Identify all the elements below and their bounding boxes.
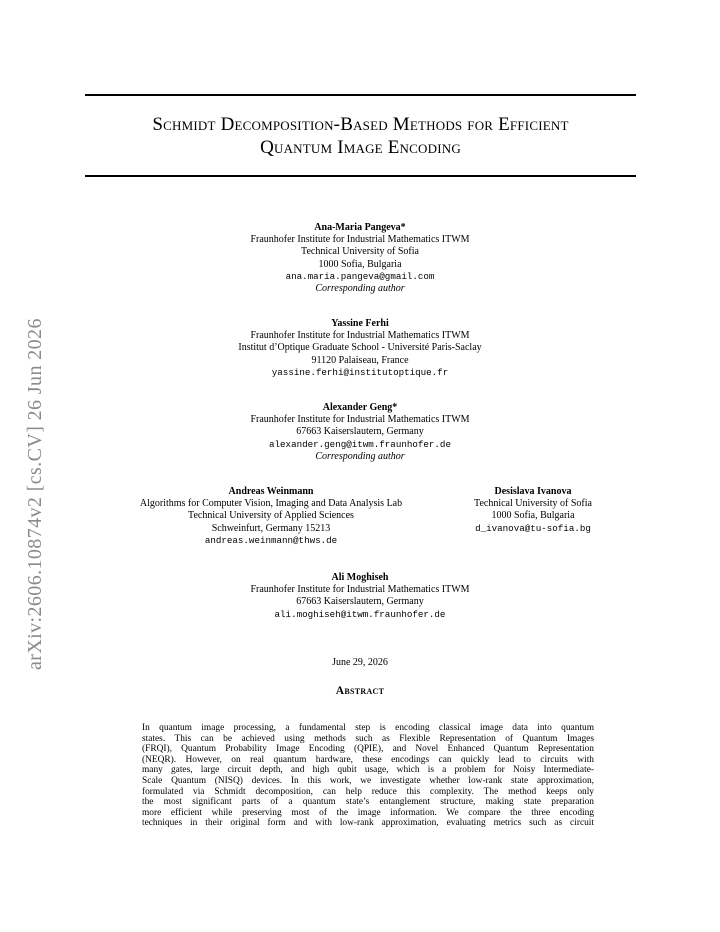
paper-date: June 29, 2026 — [332, 657, 388, 668]
author-affiliation: Technical University of Sofia — [301, 246, 419, 258]
abstract-line: the most significant parts of a quantum state’s entanglement structure, making state preparation — [142, 797, 594, 808]
title-rule-top — [85, 94, 636, 96]
author-block — [160, 402, 560, 463]
abstract-line: Scale Quantum (NISQ) devices. In this work, we investigate whether low-rank state approximation, — [142, 775, 594, 786]
author-address: 1000 Sofia, Bulgaria — [491, 510, 575, 522]
author-note: Corresponding author — [315, 283, 405, 295]
abstract-body — [142, 723, 594, 829]
author-affiliation: Fraunhofer Institute for Industrial Mathematics ITWM — [250, 330, 470, 342]
title-rule-bottom — [85, 175, 636, 177]
abstract-line: more efficient while preserving most of the image information. We compare the three encoding — [142, 807, 594, 818]
title-line: Quantum Image Encoding — [260, 137, 461, 158]
title-line: Schmidt Decomposition-Based Methods for Efficient — [152, 114, 569, 135]
author-block — [160, 572, 560, 621]
author-address: 1000 Sofia, Bulgaria — [318, 258, 402, 270]
author-email[interactable]: ali.moghiseh@itwm.fraunhofer.de — [274, 608, 446, 620]
abstract-line: (FRQI), Quantum Probability Image Encoding (QPIE), and Novel Enhanced Quantum Representation — [142, 744, 594, 755]
author-email[interactable]: yassine.ferhi@institutoptique.fr — [271, 366, 449, 378]
author-email[interactable]: d_ivanova@tu-sofia.bg — [475, 522, 591, 534]
author-affiliation: Technical University of Sofia — [474, 498, 592, 510]
author-block — [100, 486, 442, 547]
author-name: Desislava Ivanova — [494, 486, 572, 497]
author-name: Ali Moghiseh — [331, 572, 389, 583]
author-address: Schweinfurt, Germany 15213 — [211, 522, 331, 534]
abstract-heading: Abstract — [335, 685, 385, 697]
author-name: Andreas Weinmann — [228, 486, 314, 497]
author-address: 67663 Kaiserslautern, Germany — [296, 426, 424, 438]
author-block — [160, 318, 560, 379]
abstract-line: formulated via Schmidt decomposition, can help reduce this complexity. The method keeps only — [142, 786, 594, 797]
author-note: Corresponding author — [315, 450, 405, 462]
author-block — [160, 222, 560, 295]
author-email[interactable]: ana.maria.pangeva@gmail.com — [285, 270, 435, 282]
abstract-line: (NEQR). However, on real quantum hardware, these encodings can quickly lead to circuits with — [142, 754, 594, 765]
author-affiliation: Fraunhofer Institute for Industrial Mathematics ITWM — [250, 234, 470, 246]
author-affiliation: Institut d’Optique Graduate School - Université Paris-Saclay — [238, 342, 482, 354]
author-address: 67663 Kaiserslautern, Germany — [296, 596, 424, 608]
author-email[interactable]: andreas.weinmann@thws.de — [204, 534, 338, 546]
author-address: 91120 Palaiseau, France — [311, 354, 409, 366]
author-affiliation: Technical University of Applied Sciences — [188, 510, 354, 522]
author-block — [455, 486, 611, 535]
author-name: Ana-Maria Pangeva* — [314, 222, 406, 233]
paper-title — [85, 113, 636, 159]
author-name: Yassine Ferhi — [331, 318, 389, 329]
abstract-line: states. This can be achieved using methods such as Flexible Representation of Quantum Images — [142, 733, 594, 744]
abstract-line: In quantum image processing, a fundamental step is encoding classical image data into quantum — [142, 723, 594, 733]
author-affiliation: Algorithms for Computer Vision, Imaging and Data Analysis Lab — [139, 498, 403, 510]
author-name: Alexander Geng* — [322, 402, 398, 413]
abstract-line: many gates, large circuit depth, and high qubit usage, which is a problem for Noisy Intermediate- — [142, 765, 594, 776]
author-affiliation: Fraunhofer Institute for Industrial Mathematics ITWM — [250, 414, 470, 426]
author-email[interactable]: alexander.geng@itwm.fraunhofer.de — [269, 438, 451, 450]
abstract-line: techniques in their original form and with low-rank approximation, evaluating metrics such as circuit — [142, 818, 594, 829]
arxiv-identifier[interactable]: arXiv:2606.10874v2 [cs.CV] 26 Jun 2026 — [24, 318, 46, 670]
author-affiliation: Fraunhofer Institute for Industrial Mathematics ITWM — [250, 584, 470, 596]
